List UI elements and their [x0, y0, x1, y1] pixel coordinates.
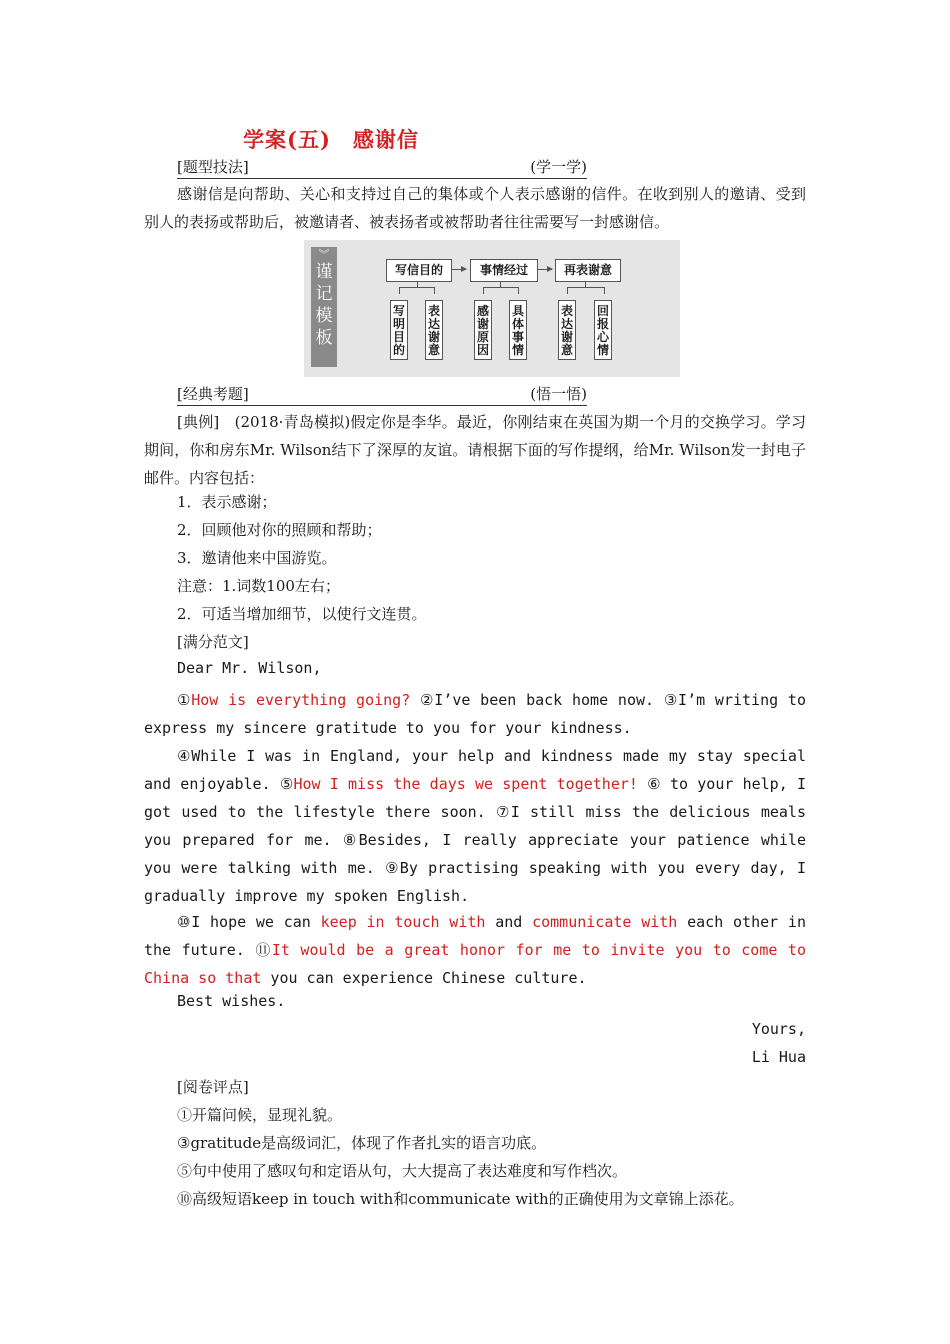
- letter-paragraph-3: [144, 908, 806, 992]
- arrow-right-icon: [538, 269, 552, 270]
- diagram-step: 写信目的: [386, 259, 452, 282]
- outline-point: 3．邀请他来中国游览。: [177, 549, 337, 567]
- review-item: ⑤句中使用了感叹句和定语从句，大大提高了表达难度和写作档次。: [177, 1162, 628, 1180]
- diagram-connector: [399, 287, 435, 294]
- side-char: 板: [315, 328, 333, 348]
- highlight-text: It would be a great honor for me to invite you to come to China so that: [144, 941, 806, 987]
- diagram-sub-step: 表达谢意: [558, 300, 576, 360]
- section-note: (悟一悟): [530, 385, 587, 403]
- letter-paragraph-2: [144, 742, 806, 910]
- section-label: [经典考题]: [177, 385, 249, 403]
- letter-sign-off: Yours,: [751, 1020, 806, 1038]
- diagram-side-label: [311, 247, 337, 367]
- side-char: 记: [315, 284, 333, 304]
- side-char: 谨: [315, 262, 333, 282]
- intro-paragraph: 感谢信是向帮助、关心和支持过自己的集体或个人表示感谢的信件。在收到别人的邀请、受到别人的表扬或帮助后，被邀请者、被表扬者或被帮助者往往需要写一封感谢信。: [144, 185, 806, 231]
- diagram-sub-step: 感谢原因: [474, 300, 492, 360]
- letter-text: ②I’ve been back home now. ③I’m writing to express my sincere gratitude to you for your kindness.: [144, 691, 806, 737]
- page-title: 学案(五) 感谢信: [243, 127, 419, 152]
- letter-text: and: [485, 913, 533, 931]
- diagram-sub-step: 表达谢意: [425, 300, 443, 360]
- letter-text: each other in the future. ⑪: [144, 913, 806, 959]
- letter-text: ⑥ to your help, I got used to the lifestyle there soon. ⑦I still miss the delicious meals you prepared for me. ⑧Besides, I really appreciate your patience while you were talking with me. ⑨By practising speaking with you every day, I gradually improve my spoken English.: [144, 775, 806, 905]
- side-char: 模: [315, 306, 333, 326]
- diagram-sub-step: 具体事情: [509, 300, 527, 360]
- double-chevron-down-icon: ︾: [318, 248, 330, 261]
- letter-paragraph-1: [144, 686, 806, 742]
- review-item: ⑩高级短语keep in touch with和communicate with的正确使用为文章锦上添花。: [177, 1190, 744, 1208]
- letter-closing: Best wishes.: [177, 992, 286, 1010]
- review-item: ③gratitude是高级词汇，体现了作者扎实的语言功底。: [177, 1134, 547, 1152]
- diagram-connector: [483, 287, 519, 294]
- letter-signature: Li Hua: [751, 1048, 806, 1066]
- diagram-sub-step: 写明目的: [390, 300, 408, 360]
- diagram-step: 事情经过: [470, 259, 538, 282]
- review-item: ①开篇问候，显现礼貌。: [177, 1106, 343, 1124]
- section-note: (学一学): [530, 158, 587, 176]
- diagram-step: 再表谢意: [555, 259, 621, 282]
- letter-text: ④While I was in England, your help and kindness made my stay special and enjoyable. ⑤: [144, 747, 806, 793]
- letter-text: you can experience Chinese culture.: [261, 969, 587, 987]
- diagram-sub-step: 回报心情: [594, 300, 612, 360]
- highlight-text: How I miss the days we spent together!: [293, 775, 638, 793]
- highlight-text: communicate with: [532, 913, 678, 931]
- letter-text: ⑩I hope we can: [177, 913, 321, 931]
- outline-point: 2．回顾他对你的照顾和帮助；: [177, 521, 382, 539]
- review-label: [阅卷评点]: [177, 1078, 249, 1096]
- section-header-techniques: [177, 156, 587, 179]
- note-line: 注意：1.词数100左右；: [177, 577, 340, 595]
- diagram-connector: [567, 287, 605, 294]
- outline-point: 1．表示感谢；: [177, 493, 277, 511]
- highlight-text: How is everything going?: [191, 691, 411, 709]
- section-label: [题型技法]: [177, 158, 249, 176]
- highlight-text: keep in touch with: [320, 913, 486, 931]
- section-header-exam: [177, 383, 587, 406]
- sentence-marker: ①: [177, 691, 192, 709]
- letter-greeting: Dear Mr. Wilson,: [177, 659, 322, 677]
- prompt-paragraph: [典例] (2018·青岛模拟)假定你是李华。最近，你刚结束在英国为期一个月的交换学习。学习期间，你和房东Mr. Wilson结下了深厚的友谊。请根据下面的写作提纲，给Mr. Wilson发一封电子邮件。内容包括：: [144, 413, 806, 487]
- arrow-right-icon: [452, 269, 466, 270]
- note-line: 2．可适当增加细节，以使行文连贯。: [177, 605, 427, 623]
- model-label: [满分范文]: [177, 633, 249, 651]
- template-diagram: [304, 240, 680, 377]
